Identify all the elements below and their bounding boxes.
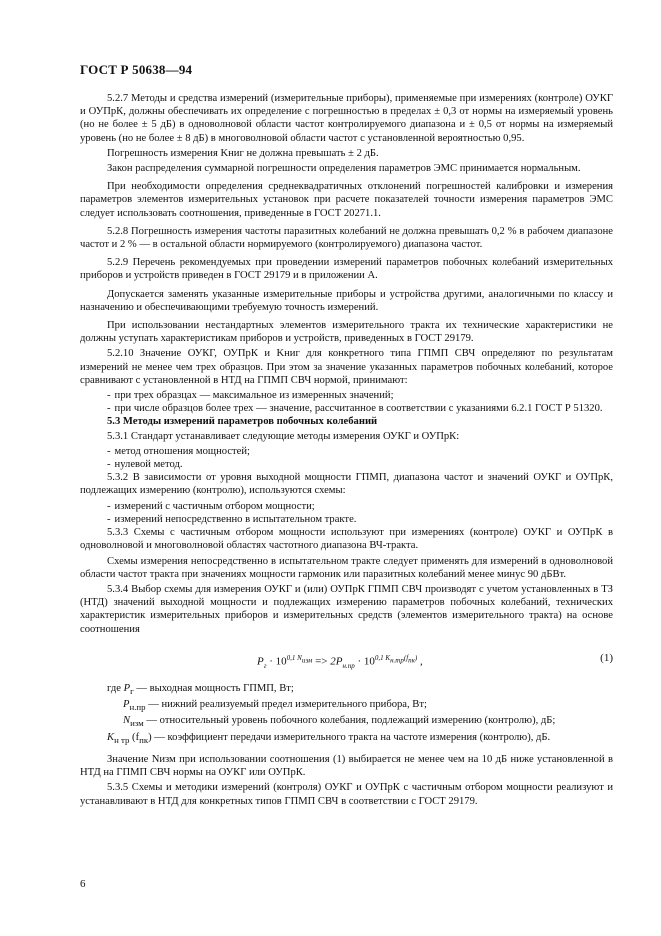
definition-nizm: $N_{изм}$ — относительный уровень побочного колебания, подлежащий измерению (контролю), дБ; xyxy=(123,715,556,729)
paragraph-nizm-value: Значение Nизм при использовании соотношения (1) выбирается не менее чем на 10 дБ ниже установленной в НТД на ГПМП СВЧ нормы на ОУКГ или ОУПрК. xyxy=(80,753,613,779)
list-item: - нулевой метод. xyxy=(107,459,183,471)
paragraph-5-3-2: 5.3.2 В зависимости от уровня выходной мощности ГПМП, диапазона частот и значений ОУКГ и ОУПрК, подлежащих измерению (контролю), используются схемы: xyxy=(80,472,613,497)
document-body xyxy=(80,92,613,810)
list-item: - при трех образцах — максимальное из измеренных значений; xyxy=(107,390,394,402)
definition-pnpr: $P_{н.пр}$ — нижний реализуемый предел измерительного прибора, Вт; xyxy=(123,699,427,713)
list-item: - измерений непосредственно в испытательном тракте. xyxy=(107,513,357,525)
definition-kntr: $K_{н тр}$ $(f_{пк})$ — коэффициент передачи измерительного тракта на частоте измерения (контролю), дБ. xyxy=(107,731,551,745)
paragraph-error-kng: Погрешность измерения Kниг не должна превышать ± 2 дБ. xyxy=(107,147,379,159)
page-number: 6 xyxy=(80,878,86,890)
paragraph-5-2-10: 5.2.10 Значение ОУКГ, ОУПрК и Kниг для конкретного типа ГПМП СВЧ определяют по результатам измерений не менее чем трех образцов. При этом за значение указанных параметров побочных колебаний, которое сравнивают с установленной в НТД на ГПМП СВЧ нормой, принимают: xyxy=(80,348,613,386)
formula-definitions xyxy=(80,682,613,747)
list-item: - метод отношения мощностей; xyxy=(107,445,250,457)
paragraph-5-2-9: 5.2.9 Перечень рекомендуемых при проведении измерений параметров побочных колебаний измерительных приборов и устройств приведен в ГОСТ 29179 и в приложении А. xyxy=(80,257,613,282)
list-item: - при числе образцов более трех — значение, рассчитанное в соответствии с указаниями 6.2.1 ГОСТ Р 51320. xyxy=(107,403,603,415)
paragraph-nonstandard: При использовании нестандартных элементов измерительного тракта их технические характеристики не должны уступать характеристикам приборов и устройств, приведенных в ГОСТ 29179. xyxy=(80,320,613,345)
paragraph-5-3-5: 5.3.5 Схемы и методики измерений (контроля) ОУКГ и ОУПрК с частичным отбором мощности реализуют и устанавливают в НТД для конкретных типов ГПМП СВЧ в соответствии с ГОСТ 29179. xyxy=(80,782,613,807)
paragraph-5-3-1: 5.3.1 Стандарт устанавливает следующие методы измерения ОУКГ и ОУПрК: xyxy=(107,430,460,442)
page-header: ГОСТ Р 50638—94 xyxy=(80,62,193,77)
paragraph-5-2-7: 5.2.7 Методы и средства измерений (измерительные приборы), применяемые при измерениях (контроле) ОУКГ и ОУПрК, должны обеспечивать их определение с погрешностью в пределах ± 0,3 от нормы на измеряемый уровень (но не более ± 5 дБ) в одноволновой области частот контролируемого диапазона и ± 0,5 от нормы на измеряемый уровень (но не более ± 8 дБ) в многоволновой области частот с установленной вероятностью 0,95. xyxy=(80,93,613,144)
formula-expression: $P_г \cdot 10^{0,1 N_{изм}} => 2P_{н.пр} \cdot 10^{0,1 K_{н.тр}(f_{пк})}$ , xyxy=(257,653,423,670)
formula-number: (1) xyxy=(600,651,613,664)
paragraph-5-2-8: 5.2.8 Погрешность измерения частоты паразитных колебаний не должна превышать 0,2 % в рабочем диапазоне частот и 2 % — в остальной области нормируемого (контролируемого) диапазона частот. xyxy=(80,225,613,251)
paragraph-5-3-3: 5.3.3 Схемы с частичным отбором мощности используют при измерениях (контроле) ОУКГ и ОУПрК в одноволновой и многоволновой областях частотного диапазона ВЧ-тракта. xyxy=(80,527,613,552)
formula-1 xyxy=(80,642,613,676)
paragraph-rms-deviations: При необходимости определения среднеквадратичных отклонений погрешностей калибровки и измерения параметров элементов измерительных установок при расчете показателей точности измерения параметров ЭМС следует использовать соотношения, приведенные в ГОСТ 20271.1. xyxy=(80,181,613,219)
section-title-5-3: 5.3 Методы измерений параметров побочных колебаний xyxy=(107,416,378,428)
paragraph-replacement: Допускается заменять указанные измерительные приборы и устройства другими, аналогичными по классу и назначению и обеспечивающими требуемую точность измерений. xyxy=(80,288,613,313)
list-item: - измерений с частичным отбором мощности; xyxy=(107,500,315,512)
paragraph-5-3-4: 5.3.4 Выбор схемы для измерения ОУКГ и (или) ОУПрК ГПМП СВЧ производят с учетом установленных в ТЗ (НТД) значений выходной мощности и подлежащих измерению параметров побочных колебаний, технических характеристик измерительных приборов и измерительных средств (элементов измерительного тракта) на основе соотношения xyxy=(80,583,613,635)
paragraph-direct-tract: Схемы измерения непосредственно в испытательном тракте следует применять для измерений в одноволновой области частот тракта при значениях мощности гармоник или паразитных колебаний менее минус 90 дБВт. xyxy=(80,555,613,580)
paragraph-distribution-law: Закон распределения суммарной погрешности определения параметров ЭМС принимается нормальным. xyxy=(107,163,581,175)
definition-pg: где $P_г$ — выходная мощность ГПМП, Вт; xyxy=(107,682,294,696)
